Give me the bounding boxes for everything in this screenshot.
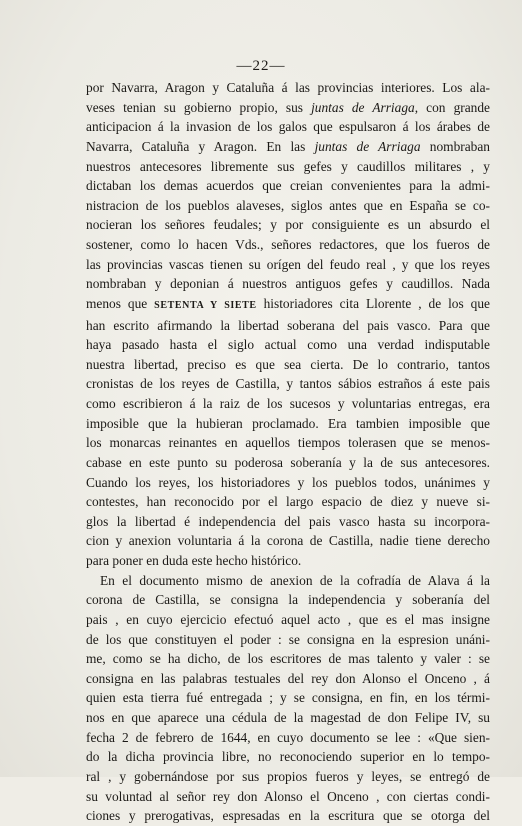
text-segment: cronistas de los reyes de Castilla, y tantos sábios estraños á este pais — [86, 376, 490, 392]
text-segment: ciones y prerogativas, espresadas en la escritura que se otorga del — [86, 808, 490, 824]
text-segment: , con grande — [414, 99, 490, 115]
text-segment: nombraban — [420, 138, 490, 154]
text-line — [86, 688, 490, 708]
text-segment: dictaban los demas acuerdos que creian convenientes para la admi- — [86, 178, 490, 194]
text-segment: do la dicha provincia libre, no reconociendo superior en lo tempo- — [86, 749, 490, 765]
text-line — [86, 571, 490, 591]
text-line — [86, 728, 490, 748]
text-line — [86, 669, 490, 689]
text-segment: quien esta tierra fué entregada ; y se consigna, en fin, en los térmi- — [86, 690, 490, 706]
text-segment: fecha 2 de febrero de 1644, en cuyo documento se lee : «Que sien- — [86, 729, 490, 745]
text-line — [86, 747, 490, 767]
text-line — [86, 414, 490, 434]
text-segment: los monarcas reinantes en aquellos tiempos tolerasen que se menos- — [86, 435, 490, 451]
text-line — [86, 78, 490, 98]
text-segment: nombraban y deponian á nuestros antiguos gefes y caudillos. Nada — [86, 276, 490, 292]
text-segment: veses tenian su gobierno propio, sus — [86, 99, 312, 115]
text-segment: por Navarra, Aragon y Cataluña á las provincias interiores. Los ala- — [86, 80, 490, 95]
text-segment: han escrito afirmando la libertad soberana del pais vasco. Para que — [86, 317, 490, 333]
text-segment: nuestra libertad, preciso es que sea cierta. De lo contrario, tantos — [86, 356, 490, 372]
text-segment: ral , y gobernándose por sus propios fueros y leyes, se entregó de — [86, 768, 490, 784]
text-line — [86, 176, 490, 196]
text-segment: haya pasado hasta el siglo actual como una verdad indisputable — [86, 337, 490, 353]
text-line — [86, 453, 490, 473]
text-segment: consigna en las palabras testuales del rey don Alonso el Onceno , á — [86, 670, 490, 686]
text-segment: nistracion de los pueblos alaveses, siglos antes que en España se co- — [86, 197, 490, 213]
text-line — [86, 492, 490, 512]
text-line — [86, 374, 490, 394]
text-line — [86, 316, 490, 336]
text-segment: las provincias vascas tienen su orígen del feudo real , y que los reyes — [86, 256, 490, 272]
text-line — [86, 433, 490, 453]
text-segment: corona de Castilla, se consigna la independencia y soberanía del — [86, 592, 490, 608]
text-line — [86, 473, 490, 493]
text-line — [86, 610, 490, 630]
text-segment: contestes, han reconocido por el largo espacio de diez y nueve si- — [86, 494, 490, 510]
text-segment: historiadores cita Llorente , de los que — [256, 295, 490, 311]
italic-text: juntas de Arriaga — [311, 99, 415, 115]
text-segment: menos que — [86, 295, 155, 311]
text-line — [86, 196, 490, 216]
text-line — [86, 787, 490, 807]
text-segment: Cuando los reyes, los historiadores y los pueblos todos, unánimes y — [86, 474, 490, 490]
text-segment: nos en que aparece una cédula de la magestad de don Felipe IV, su — [86, 710, 490, 725]
text-line — [86, 157, 490, 177]
italic-text: juntas de Arriaga — [314, 138, 421, 154]
text-line — [86, 335, 490, 355]
text-line — [86, 806, 490, 826]
text-line — [86, 294, 490, 316]
text-segment: nocieran los señores feudales; y por consiguiente es un absurdo el — [86, 217, 490, 233]
text-line — [86, 215, 490, 235]
text-segment: me, como se ha dicho, de los escritores de mas talento y valer : se — [86, 651, 490, 667]
text-line — [86, 708, 490, 728]
text-line — [86, 98, 490, 118]
text-line — [86, 551, 490, 571]
text-line — [86, 355, 490, 375]
text-line — [86, 590, 490, 610]
text-segment: como escribieron á la raiz de los sucesos y voluntarias entregas, era — [86, 396, 490, 411]
text-segment: anticipacion á la invasion de los galos que espulsaron á los árabes de — [86, 119, 490, 135]
text-segment: su voluntad al señor rey don Alonso el Onceno , con ciertas condi- — [86, 788, 490, 804]
text-segment: de los que constituyen el poder : se consigna en la espresion unáni- — [86, 631, 490, 647]
text-segment: cabase en este punto su poderosa soberanía y la de sus antecesores. — [86, 454, 490, 470]
text-segment: para poner en duda este hecho histórico. — [86, 553, 302, 568]
text-line — [86, 649, 490, 669]
text-line — [86, 137, 490, 157]
text-line — [86, 630, 490, 650]
text-segment: imposible que la hubieran proclamado. Era tambien imposible que — [86, 415, 490, 431]
text-line — [86, 255, 490, 275]
page-number: —22— — [236, 58, 286, 74]
text-line — [86, 394, 490, 414]
small-caps-text: SETENTA Y SIETE — [154, 299, 257, 311]
text-segment: pais , en cuyo ejercicio efectuó aquel acto , que es el mas insigne — [86, 611, 490, 627]
text-line — [86, 235, 490, 255]
text-segment: glos la libertad é independencia del pais vasco hasta su incorpora- — [86, 513, 490, 529]
text-line — [86, 512, 490, 532]
body-text — [86, 78, 490, 826]
text-segment: nuestros antecesores libremente sus gefes y caudillos militares , y — [86, 158, 490, 174]
text-line — [86, 117, 490, 137]
text-segment: cion y anexion voluntaria á la corona de Castilla, nadie tiene derecho — [86, 533, 490, 549]
text-segment: Navarra, Cataluña y Aragon. En las — [86, 138, 315, 154]
text-segment: En el documento mismo de anexion de la cofradía de Alava á la — [100, 572, 490, 588]
text-line — [86, 531, 490, 551]
text-line — [86, 274, 490, 294]
text-segment: sostener, como lo hacen Vds., señores redactores, que los fueros de — [86, 237, 490, 252]
